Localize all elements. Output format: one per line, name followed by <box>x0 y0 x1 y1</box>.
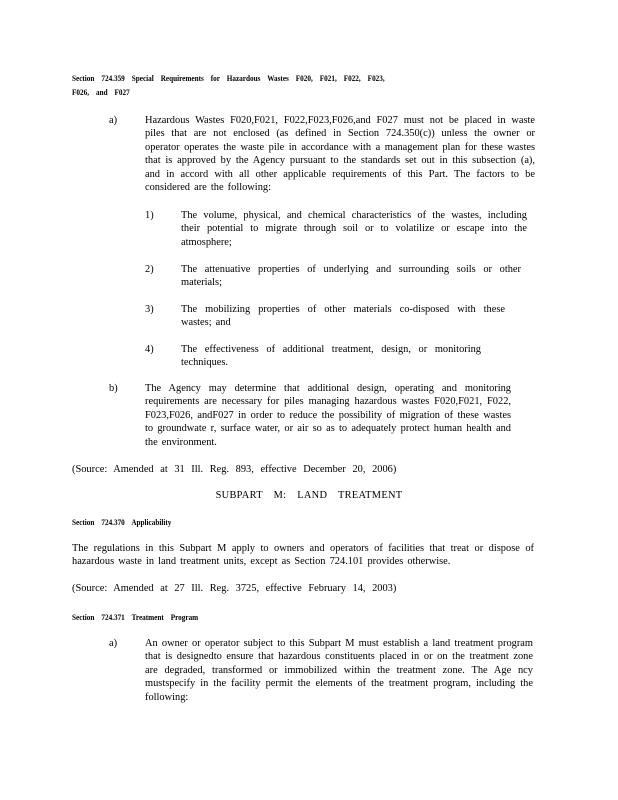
section-724-371-heading: Section 724.371 Treatment Program <box>72 613 199 622</box>
section-724-359-heading-line1: Section 724.359 Special Requirements for Hazardous Wastes F020, F021, F022, F023, <box>72 74 385 83</box>
section-724-359-heading <box>72 72 476 100</box>
item-a-marker: a) <box>109 115 118 126</box>
section-724-371-item-a-marker: a) <box>109 638 118 649</box>
item-b-text: The Agency may determine that additional design, operating and monitoring requirements are necessary for piles managing hazardous wastes F020,F021, F022, F023,F026, andF027 in order to reduce the possibility of migration of these wastes to groundwate r, surface water, or air so as to adequately protect human health and the environment. <box>145 383 511 448</box>
item-b-marker: b) <box>109 383 118 394</box>
subitem-3-marker: 3) <box>145 304 154 315</box>
section-724-370-heading: Section 724.370 Applicability <box>72 518 172 527</box>
item-a-text: Hazardous Wastes F020,F021, F022,F023,F026,and F027 must not be placed in waste piles that are not enclosed (as defined in Section 724.350(c)) unless the owner or operator operates the waste pile in accordance with a management plan for these wastes that is approved by the Agency pursuant to the standards set out in this subsection (a), and in accord with all other applicable requirements of this Part. The factors to be considered are the following: <box>145 115 535 194</box>
subitem-1-text: The volume, physical, and chemical characteristics of the wastes, including their potential to migrate through soil or to volatilize or escape into the atmosphere; <box>181 210 527 248</box>
subitem-2-text: The attenuative properties of underlying and surrounding soils or other materials; <box>181 264 521 289</box>
subitem-1-marker: 1) <box>145 210 154 221</box>
subpart-title: SUBPART M: LAND TREATMENT <box>215 490 403 501</box>
subitem-2-marker: 2) <box>145 264 154 275</box>
subitem-3-text: The mobilizing properties of other materials co-disposed with these wastes; and <box>181 304 505 329</box>
section-724-370-source: (Source: Amended at 27 Ill. Reg. 3725, effective February 14, 2003) <box>72 583 397 594</box>
section-724-359-source: (Source: Amended at 31 Ill. Reg. 893, effective December 20, 2006) <box>72 464 397 475</box>
section-724-370-text: The regulations in this Subpart M apply to owners and operators of facilities that treat or dispose of hazardous waste in land treatment units, except as Section 724.101 provides otherwise. <box>72 543 534 568</box>
subitem-4-text: The effectiveness of additional treatment, design, or monitoring techniques. <box>181 344 481 369</box>
section-724-359-heading-line2: F026, and F027 <box>72 88 130 97</box>
subitem-4-marker: 4) <box>145 344 154 355</box>
section-724-371-item-a-text: An owner or operator subject to this Subpart M must establish a land treatment program that is designedto ensure that hazardous constituents placed in or on the treatment zone are degraded, transformed or immobilized within the treatment zone. The Age ncy mustspecify in the facility permit the elements of the treatment program, including the following: <box>145 638 533 703</box>
